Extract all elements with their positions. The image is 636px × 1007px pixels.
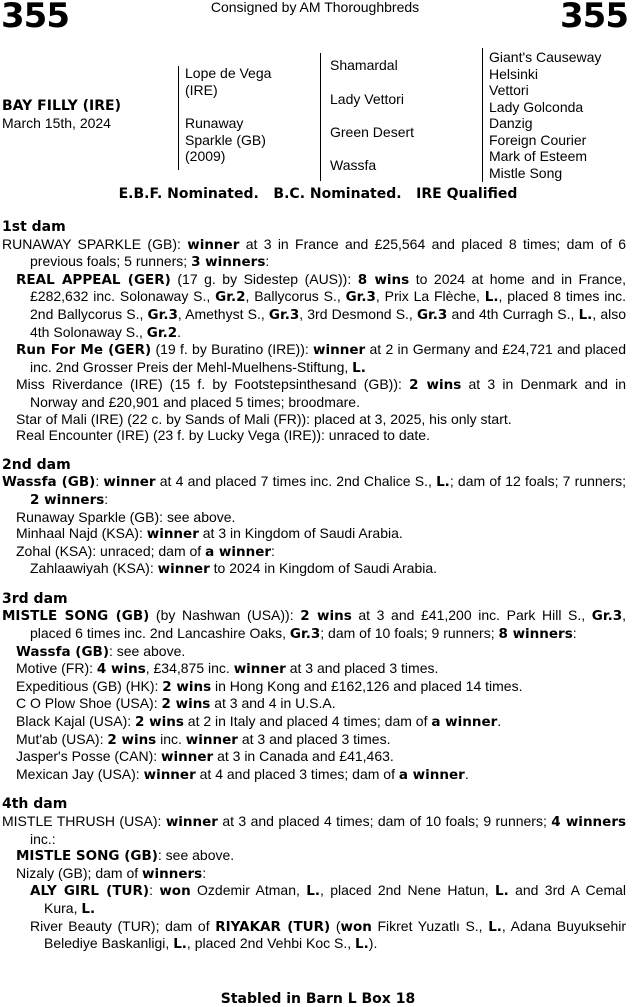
pedigree-bracket-1 — [178, 66, 179, 170]
pedigree-entry: Minhaal Najd (KSA): winner at 3 in Kingdom of Saudi Arabia. — [16, 525, 403, 543]
pedigree-entry: Jasper's Posse (CAN): winner at 3 in Canada and £41,463. — [16, 748, 394, 766]
pedigree-entry: River Beauty (TUR); dam of RIYAKAR (TUR) (won Fikret Yuzatlı S., L., Adana Buyuksehir Belediye Baskanligi, L., placed 2nd Vehbi Koc S., L.). — [30, 917, 626, 953]
pedigree-entry: Miss Riverdance (IRE) (15 f. by Footstepsinthesand (GB)): 2 wins at 3 in Denmark and in Norway and £20,901 and placed 5 times; broodmare. — [16, 376, 627, 410]
pedigree-entry: MISTLE THRUSH (USA): winner at 3 and placed 4 times; dam of 10 foals; 9 runners; 4 winners inc.: — [2, 813, 627, 847]
pedigree-entry: Wassfa (GB): see above. — [16, 642, 186, 660]
pedigree-entry: Wassfa (GB): winner at 4 and placed 7 times inc. 2nd Chalice S., L.; dam of 12 foals; 7 runners; 2 winners: — [2, 473, 627, 508]
pedigree-bracket-2 — [320, 53, 321, 181]
pedigree-entry: RUNAWAY SPARKLE (GB): winner at 3 in France and £25,564 and placed 8 times; dam of 6 previous foals; 5 runners; 3 winners: — [2, 235, 626, 271]
foaling-date: March 15th, 2024 — [2, 115, 111, 131]
pedigree-entry: Mut'ab (USA): 2 wins inc. winner at 3 and placed 3 times. — [16, 730, 391, 748]
stabling-info: Stabled in Barn L Box 18 — [220, 991, 416, 1007]
pedigree-entry: ALY GIRL (TUR): won Ozdemir Atman, L., placed 2nd Nene Hatun, L. and 3rd A Cemal Kura, L. — [30, 882, 627, 917]
dam-section-heading: 2nd dam — [2, 456, 71, 473]
pedigree-entry: MISTLE SONG (GB) (by Nashwan (USA)): 2 wins at 3 and £41,200 inc. Park Hill S., Gr.3, placed 6 times inc. 2nd Lancashire Oaks, Gr.3; dam of 10 foals; 9 runners; 8 winners: — [2, 607, 626, 643]
consignor-line: Consigned by AM Thoroughbreds — [210, 0, 420, 15]
pedigree-gen2-2: Green Desert — [330, 124, 415, 140]
pedigree-entry: Mexican Jay (USA): winner at 4 and placed 3 times; dam of a winner. — [16, 765, 469, 783]
dam-section-heading: 3rd dam — [2, 590, 68, 607]
horse-description: BAY FILLY (IRE) — [2, 98, 121, 114]
dam-section — [2, 457, 626, 578]
dam-section-heading: 4th dam — [2, 796, 68, 813]
pedigree-gen2-1: Lady Vettori — [330, 91, 404, 107]
pedigree-entry: Black Kajal (USA): 2 wins at 2 in Italy and placed 4 times; dam of a winner. — [16, 713, 502, 731]
dam-section — [2, 591, 626, 784]
lot-number-left: 355 — [1, 0, 69, 36]
catalogue-body — [2, 219, 626, 953]
pedigree-gen3: Giant's Causeway Helsinki Vettori Lady Golconda Danzig Foreign Courier Mark of Esteem Mistle Song — [489, 49, 602, 181]
pedigree-gen2-3: Wassfa — [330, 157, 377, 173]
pedigree-entry: C O Plow Shoe (USA): 2 wins at 3 and 4 in U.S.A. — [16, 695, 336, 713]
pedigree-entry: Zohal (KSA): unraced; dam of a winner: — [16, 542, 275, 560]
pedigree-entry: MISTLE SONG (GB): see above. — [16, 847, 235, 865]
pedigree-gen2-0: Shamardal — [330, 57, 398, 73]
pedigree-entry: REAL APPEAL (GER) (17 g. by Sidestep (AUS)): 8 wins to 2024 at home and in France, £282,632 inc. Solonaway S., Gr.2, Ballycorus S., Gr.3, Prix La Flèche, L., placed 8 times inc. 2nd Ballycorus S., Gr.3, Amethyst S., Gr.3, 3rd Desmond S., Gr.3 and 4th Curragh S., L., also 4th Solonaway S., Gr.2. — [16, 270, 627, 341]
pedigree-sire: Lope de Vega (IRE) — [185, 65, 272, 98]
pedigree-entry: Zahlaawiyah (KSA): winner to 2024 in Kingdom of Saudi Arabia. — [30, 560, 438, 578]
lot-number-right: 355 — [560, 0, 628, 36]
dam-section-heading: 1st dam — [2, 219, 66, 235]
nominations-line: E.B.F. Nominated. B.C. Nominated. IRE Qualified — [118, 186, 518, 202]
pedigree-entry: Real Encounter (IRE) (23 f. by Lucky Vega (IRE)): unraced to date. — [16, 427, 430, 444]
pedigree-entry: Nizaly (GB); dam of winners: — [16, 864, 207, 882]
dam-section — [2, 219, 626, 444]
dam-section — [2, 796, 626, 952]
pedigree-bracket-3 — [482, 48, 483, 182]
pedigree-entry: Runaway Sparkle (GB): see above. — [16, 508, 236, 525]
pedigree-dam: Runaway Sparkle (GB) (2009) — [185, 115, 266, 164]
pedigree-entry: Star of Mali (IRE) (22 c. by Sands of Mali (FR)): placed at 3, 2025, his only start. — [16, 410, 512, 427]
pedigree-entry: Motive (FR): 4 wins, £34,875 inc. winner at 3 and placed 3 times. — [16, 660, 439, 678]
pedigree-entry: Expeditious (GB) (HK): 2 wins in Hong Kong and £162,126 and placed 14 times. — [16, 677, 523, 695]
pedigree-entry: Run For Me (GER) (19 f. by Buratino (IRE)): winner at 2 in Germany and £24,721 and placed inc. 2nd Grosser Preis der Mehl-Muelhens-Stiftung, L. — [16, 341, 626, 376]
